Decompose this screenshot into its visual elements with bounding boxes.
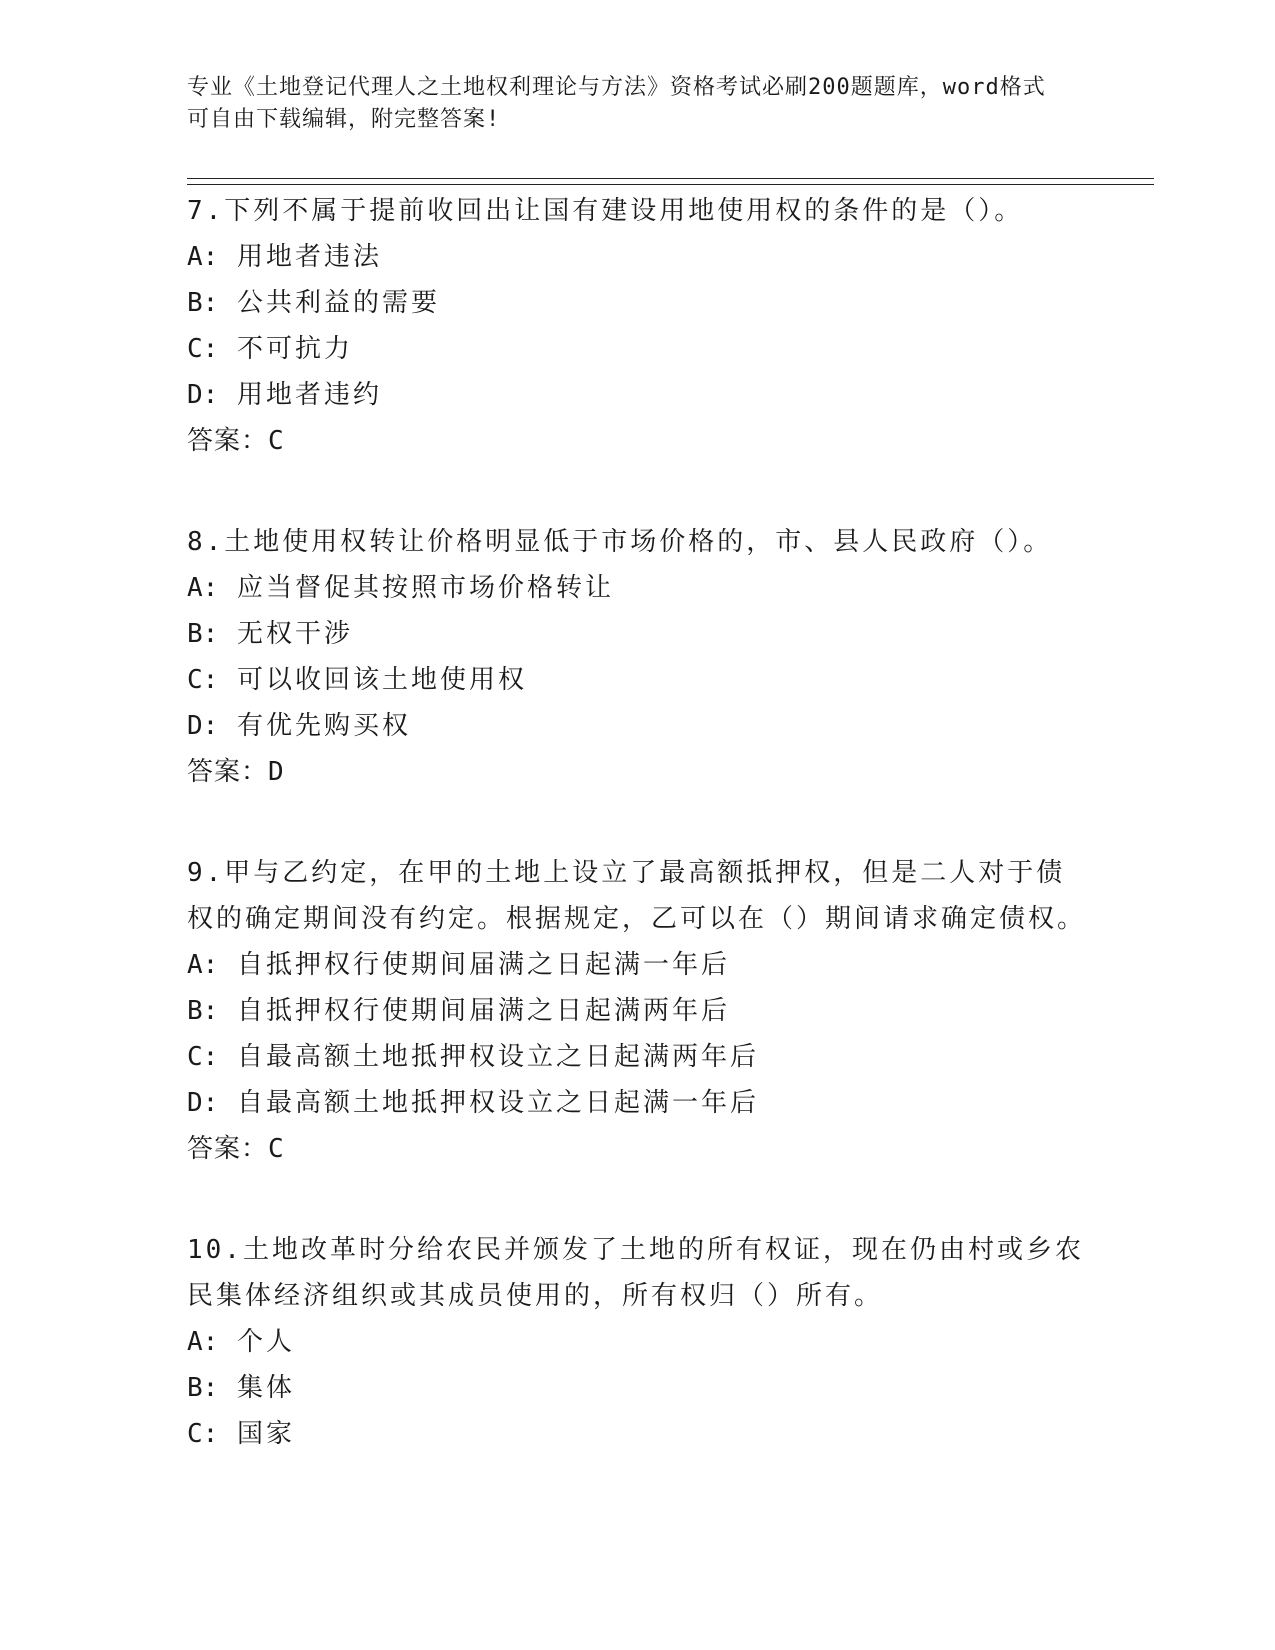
option-a: A: 应当督促其按照市场价格转让: [187, 573, 614, 603]
header-divider-bottom: [187, 184, 1154, 185]
answer-line: 答案：C: [187, 426, 285, 456]
option-b: B: 公共利益的需要: [187, 288, 440, 318]
question-10: [187, 1227, 1087, 1457]
option-d: D: 自最高额土地抵押权设立之日起满一年后: [187, 1088, 759, 1118]
option-b: B: 无权干涉: [187, 619, 353, 649]
option-b: B: 集体: [187, 1373, 295, 1403]
answer-line: 答案：D: [187, 757, 285, 787]
question-stem: 9.甲与乙约定，在甲的土地上设立了最高额抵押权，但是二人对于债权的确定期间没有约定。根据规定，乙可以在（）期间请求确定债权。: [187, 858, 1087, 934]
option-c: C: 国家: [187, 1419, 295, 1449]
question-stem: 8.土地使用权转让价格明显低于市场价格的，市、县人民政府（）。: [187, 527, 1053, 557]
option-d: D: 用地者违约: [187, 380, 382, 410]
option-a: A: 用地者违法: [187, 242, 382, 272]
question-8: [187, 519, 1087, 795]
option-a: A: 个人: [187, 1327, 295, 1357]
option-a: A: 自抵押权行使期间届满之日起满一年后: [187, 950, 730, 980]
question-7: [187, 188, 1087, 464]
question-stem: 7.下列不属于提前收回出让国有建设用地使用权的条件的是（）。: [187, 196, 1024, 226]
option-b: B: 自抵押权行使期间届满之日起满两年后: [187, 996, 730, 1026]
option-c: C: 自最高额土地抵押权设立之日起满两年后: [187, 1042, 759, 1072]
header-divider-top: [187, 178, 1154, 179]
answer-line: 答案：C: [187, 1134, 285, 1164]
question-9: [187, 850, 1087, 1172]
option-c: C: 不可抗力: [187, 334, 353, 364]
document-header: 专业《土地登记代理人之土地权利理论与方法》资格考试必刷200题题库，word格式可自由下载编辑，附完整答案!: [187, 75, 1046, 132]
option-c: C: 可以收回该土地使用权: [187, 665, 527, 695]
question-list: [187, 188, 1087, 1512]
option-d: D: 有优先购买权: [187, 711, 411, 741]
question-stem: 10.土地改革时分给农民并颁发了土地的所有权证，现在仍由村或乡农民集体经济组织或其成员使用的，所有权归（）所有。: [187, 1235, 1084, 1311]
